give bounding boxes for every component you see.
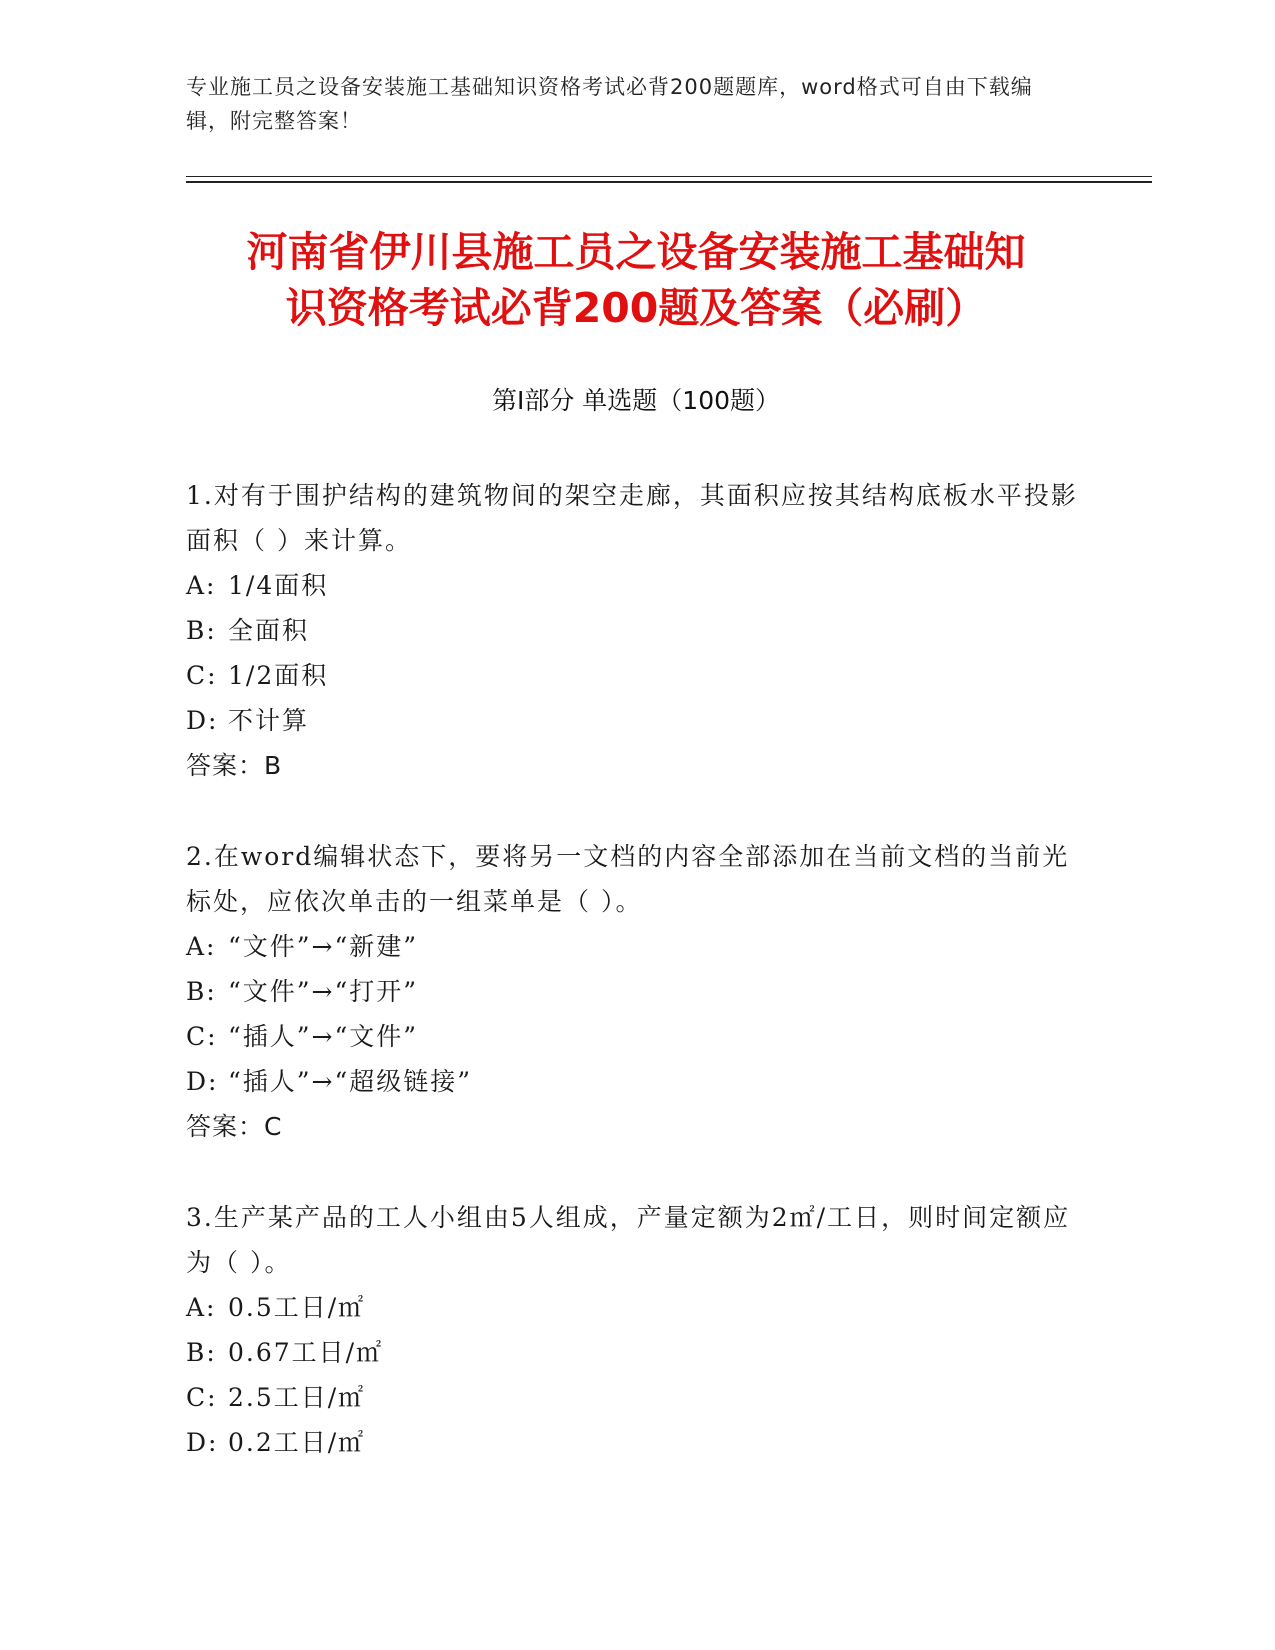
option-letter: B: xyxy=(186,977,217,1006)
option-letter: D: xyxy=(186,706,219,735)
option-letter: C: xyxy=(186,1383,218,1412)
option-letter: A: xyxy=(186,932,217,961)
option-letter: D: xyxy=(186,1428,219,1457)
option-text: 1/4面积 xyxy=(228,571,329,600)
document-title xyxy=(186,224,1086,336)
option-text: 1/2面积 xyxy=(228,661,329,690)
answer: 答案：C xyxy=(186,1112,283,1141)
question-stem: 1.对有于围护结构的建筑物间的架空走廊，其面积应按其结构底板水平投影面积（ ）来计算。 xyxy=(186,481,1078,555)
question-2 xyxy=(186,834,1086,1149)
option-letter: A: xyxy=(186,1293,217,1322)
option-b xyxy=(186,969,1086,1014)
option-b xyxy=(186,1330,1086,1375)
option-text: “插人”→“文件” xyxy=(228,1022,419,1051)
option-text: 2.5工日/㎡ xyxy=(228,1383,366,1412)
answer: 答案：B xyxy=(186,751,283,780)
option-letter: C: xyxy=(186,1022,218,1051)
header-text: 专业施工员之设备安装施工基础知识资格考试必背200题题库，word格式可自由下载编辑，附完整答案！ xyxy=(186,75,1033,133)
option-a xyxy=(186,1285,1086,1330)
option-text: 0.2工日/㎡ xyxy=(228,1428,366,1457)
page-header xyxy=(186,70,1066,138)
header-divider-thick xyxy=(186,181,1152,183)
question-stem: 3.生产某产品的工人小组由5人组成，产量定额为2㎡/工日，则时间定额应为（ ）。 xyxy=(186,1203,1071,1277)
option-d xyxy=(186,698,1086,743)
option-letter: B: xyxy=(186,1338,217,1367)
question-stem: 2.在word编辑状态下，要将另一文档的内容全部添加在当前文档的当前光标处，应依次单击的一组菜单是（ ）。 xyxy=(186,842,1070,916)
option-text: 0.67工日/㎡ xyxy=(228,1338,384,1367)
option-c xyxy=(186,1014,1086,1059)
header-divider-thin xyxy=(186,176,1152,177)
option-letter: B: xyxy=(186,616,217,645)
question-1 xyxy=(186,473,1086,788)
option-a xyxy=(186,924,1086,969)
document-title-line-2: 识资格考试必背200题及答案（必刷） xyxy=(285,284,987,332)
option-text: 0.5工日/㎡ xyxy=(228,1293,366,1322)
option-b xyxy=(186,608,1086,653)
option-letter: C: xyxy=(186,661,218,690)
option-text: 全面积 xyxy=(228,616,310,645)
option-letter: A: xyxy=(186,571,217,600)
option-text: 不计算 xyxy=(228,706,310,735)
option-c xyxy=(186,1375,1086,1420)
option-letter: D: xyxy=(186,1067,219,1096)
option-text: “文件”→“新建” xyxy=(228,932,419,961)
question-list xyxy=(186,473,1086,1511)
option-text: “文件”→“打开” xyxy=(228,977,419,1006)
document-title-line-1: 河南省伊川县施工员之设备安装施工基础知 xyxy=(246,228,1026,276)
question-3 xyxy=(186,1195,1086,1465)
option-a xyxy=(186,563,1086,608)
option-d xyxy=(186,1420,1086,1465)
section-heading: 第I部分 单选题（100题） xyxy=(491,386,781,415)
option-d xyxy=(186,1059,1086,1104)
option-text: “插人”→“超级链接” xyxy=(228,1067,473,1096)
option-c xyxy=(186,653,1086,698)
